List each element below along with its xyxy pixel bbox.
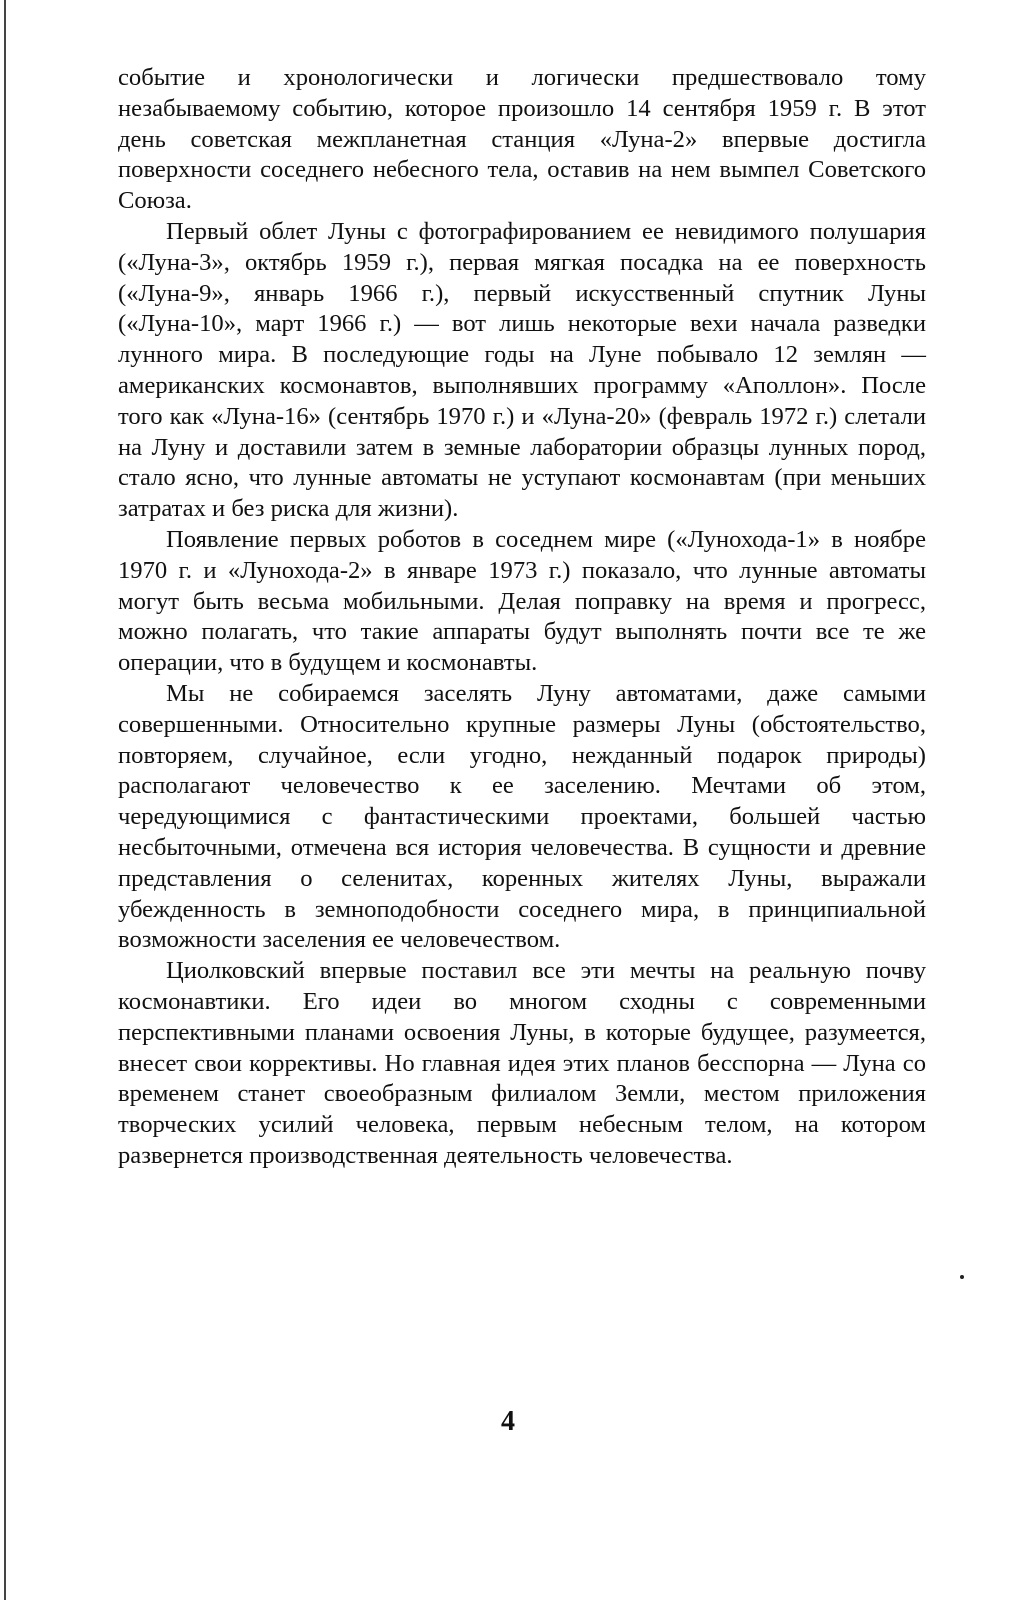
- paragraph-settlement: Мы не собираемся заселять Луну автоматами, даже самыми совершенными. Относительно крупные размеры Луны (обстоятельство, повторяем, случайное, если угодно, нежданный подарок природы) располагают человечество к ее заселению. Мечтами об этом, чередующимися с фантастическими проектами, большей частью несбыточными, отмечена вся история человечества. В сущности и древние представления о селенитах, коренных жителях Луны, выражали убежденность в земноподобности соседнего мира, в принципиальной возможности заселения ее человечеством.: [118, 679, 926, 954]
- paragraph-lunar-exploration: Первый облет Луны с фотографированием ее невидимого полушария («Луна-3», октябрь 1959 г.), первая мягкая посадка на ее поверхность («Луна-9», январь 1966 г.), первый искусственный спутник Луны («Луна-10», март 1966 г.) — вот лишь некоторые вехи начала разведки лунного мира. В последующие годы на Луне побывало 12 землян — американских космонавтов, выполнявших программу «Аполлон». После того как «Луна-16» (сентябрь 1970 г.) и «Луна-20» (февраль 1972 г.) слетали на Луну и доставили затем в земные лаборатории образцы лунных пород, стало ясно, что лунные автоматы не уступают космонавтам (при меньших затратах и без риска для жизни).: [118, 217, 926, 523]
- print-speck: [960, 1275, 964, 1279]
- paragraph-lunokhod: Появление первых роботов в соседнем мире («Лунохода-1» в ноябре 1970 г. и «Лунохода-2» в январе 1973 г.) показало, что лунные автоматы могут быть весьма мобильными. Делая поправку на время и прогресс, можно полагать, что такие аппараты будут выполнять почти все те же операции, что в будущем и космонавты.: [118, 525, 926, 677]
- body-text: [118, 63, 926, 1172]
- scan-edge-line: [4, 0, 6, 1600]
- paragraph-continuation: событие и хронологически и логически предшествовало тому незабываемому событию, которое произошло 14 сентября 1959 г. В этот день советская межпланетная станция «Луна-2» впервые достигла поверхности соседнего небесного тела, оставив на нем вымпел Советского Союза.: [118, 64, 926, 215]
- page-number: 4: [501, 1406, 515, 1437]
- paragraph-tsiolkovsky: Циолковский впервые поставил все эти мечты на реальную почву космонавтики. Его идеи во многом сходны с современными перспективными планами освоения Луны, в которые будущее, разумеется, внесет свои коррективы. Но главная идея этих планов бесспорна — Луна со временем станет своеобразным филиалом Земли, местом приложения творческих усилий человека, первым небесным телом, на котором развернется производственная деятельность человечества.: [118, 957, 926, 1169]
